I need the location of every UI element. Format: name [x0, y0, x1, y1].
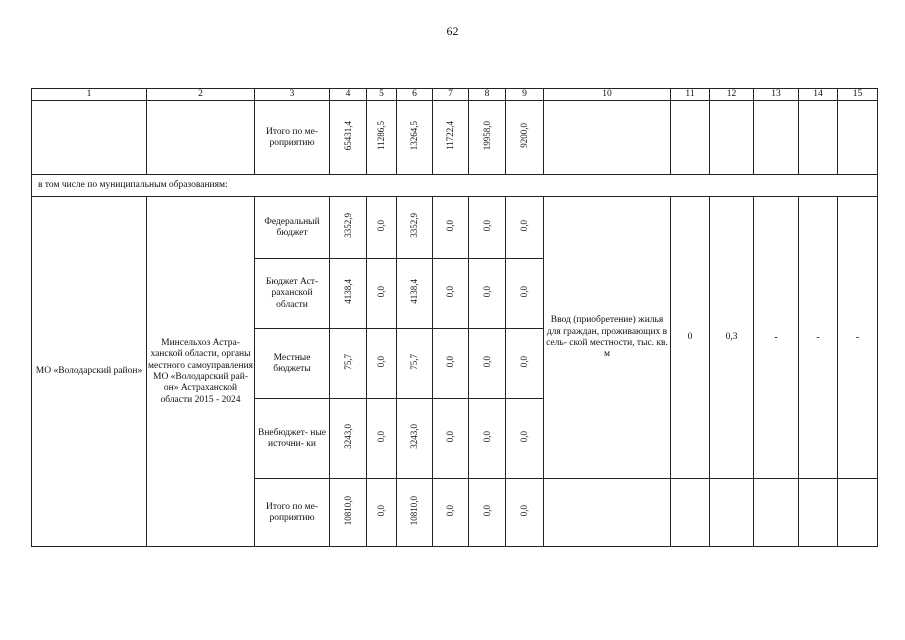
page-number: 62 [446, 24, 459, 38]
col12-value: 0,3 [710, 197, 754, 479]
source-value: 0,0 [481, 431, 492, 443]
source-value: 0,0 [445, 286, 456, 298]
total-value: 19958,0 [481, 121, 492, 151]
source-value: 10810,0 [409, 496, 420, 526]
municipal-caption-row [32, 175, 878, 197]
source-label: Итого по ме- роприятию [255, 479, 330, 547]
total-label: Итого по ме- роприятию [255, 101, 330, 175]
source-value: 10810,0 [342, 496, 353, 526]
municipality-name: МО «Володарский район» [32, 197, 147, 547]
column-header: 8 [469, 89, 506, 101]
source-value: 0,0 [519, 220, 530, 232]
column-header: 3 [255, 89, 330, 101]
total-value: 13264,5 [409, 121, 420, 151]
column-header: 13 [754, 89, 799, 101]
source-value: 0,0 [376, 431, 387, 443]
source-value: 0,0 [481, 505, 492, 517]
col11-value: 0 [671, 197, 710, 479]
col13-value: - [754, 197, 799, 479]
source-label: Внебюджет- ные источни- ки [255, 399, 330, 479]
column-header: 10 [544, 89, 671, 101]
source-value: 0,0 [445, 356, 456, 368]
source-value: 0,0 [376, 286, 387, 298]
column-header: 5 [367, 89, 397, 101]
source-value: 3352,9 [409, 213, 420, 239]
source-value: 75,7 [409, 353, 420, 370]
column-header: 15 [838, 89, 878, 101]
col15-value: - [838, 197, 878, 479]
total-value: 65431,4 [342, 121, 353, 151]
source-value: 0,0 [519, 505, 530, 517]
source-value: 0,0 [445, 431, 456, 443]
total-row [32, 101, 878, 175]
column-header: 2 [147, 89, 255, 101]
source-value: 0,0 [376, 220, 387, 232]
source-value: 75,7 [342, 353, 353, 370]
total-value: 11722,4 [445, 121, 456, 151]
total-value: 9200,0 [519, 123, 530, 149]
column-header: 4 [330, 89, 367, 101]
source-value: 0,0 [376, 356, 387, 368]
source-value: 0,0 [481, 220, 492, 232]
source-value: 0,0 [445, 220, 456, 232]
source-value: 3243,0 [342, 424, 353, 450]
column-header: 6 [397, 89, 433, 101]
source-value: 3352,9 [342, 213, 353, 239]
municipal-caption: в том числе по муниципальным образованиям: [32, 175, 878, 197]
column-header: 7 [433, 89, 469, 101]
column-header: 11 [671, 89, 710, 101]
source-label: Федеральный бюджет [255, 197, 330, 259]
source-value: 0,0 [481, 286, 492, 298]
header-row [32, 89, 878, 101]
source-value: 3243,0 [409, 424, 420, 450]
column-header: 1 [32, 89, 147, 101]
source-value: 4138,4 [342, 279, 353, 305]
column-header: 12 [710, 89, 754, 101]
column-header: 14 [799, 89, 838, 101]
source-value: 0,0 [481, 356, 492, 368]
source-label: Местные бюджеты [255, 329, 330, 399]
executor-text: Минсельхоз Астра- ханской области, органы местного самоуправления МО «Володарский рай- он» Астраханской области 2015 - 2024 [147, 197, 255, 547]
source-value: 0,0 [519, 286, 530, 298]
total-value: 11286,5 [376, 121, 387, 151]
program-table [31, 88, 878, 547]
source-value: 4138,4 [409, 279, 420, 305]
source-value: 0,0 [519, 356, 530, 368]
source-value: 0,0 [376, 505, 387, 517]
source-row [32, 197, 878, 259]
column-header: 9 [506, 89, 544, 101]
indicator-text: Ввод (приобретение) жилья для граждан, проживающих в сель- ской местности, тыс. кв. м [544, 197, 671, 479]
col14-value: - [799, 197, 838, 479]
source-value: 0,0 [519, 431, 530, 443]
source-value: 0,0 [445, 505, 456, 517]
source-label: Бюджет Аст- раханской области [255, 259, 330, 329]
